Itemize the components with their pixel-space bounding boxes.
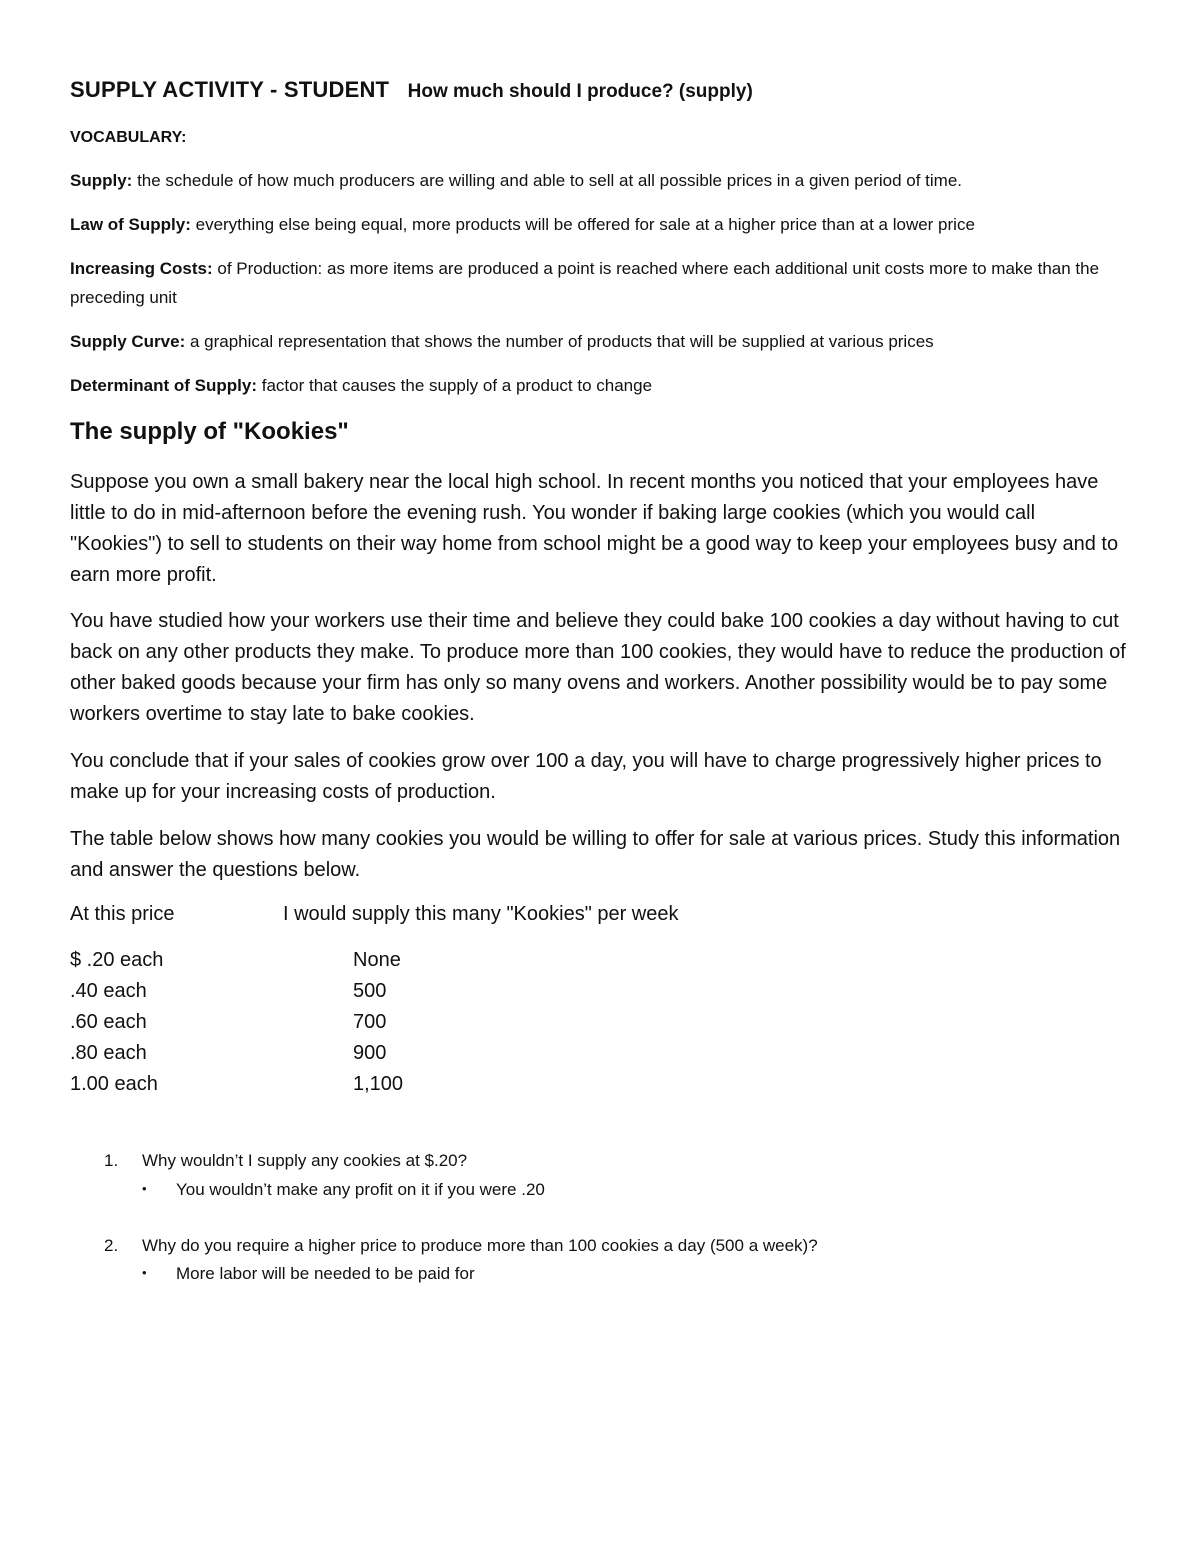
table-cell-quantity: 900 (353, 1042, 387, 1064)
table-row (70, 980, 670, 1011)
question-2 (104, 1236, 818, 1256)
vocab-definition: the schedule of how much producers are willing and able to sell at all possible prices in a given period of time. (132, 171, 963, 190)
question-number: 2. (104, 1236, 119, 1255)
vocab-definition: factor that causes the supply of a product to change (257, 376, 653, 395)
table-cell-price: .40 each (70, 980, 147, 1002)
vocab-term: Supply Curve: (70, 332, 186, 351)
vocab-item-supply (70, 166, 1130, 195)
vocab-item-determinant-of-supply (70, 371, 1130, 400)
bullet-icon: • (142, 1265, 147, 1280)
paragraph-table-intro: The table below shows how many cookies you would be willing to offer for sale at various prices. Study this information and answer the questions below. (70, 828, 1121, 881)
table-header-price: At this price (70, 903, 175, 925)
section-title: The supply of "Kookies" (70, 418, 349, 445)
table-row (70, 949, 670, 980)
table-row (70, 1011, 670, 1042)
question-text: Why wouldn’t I supply any cookies at $.20? (142, 1151, 468, 1170)
table-cell-quantity: 500 (353, 980, 387, 1002)
question-number: 1. (104, 1151, 119, 1170)
vocab-item-law-of-supply (70, 210, 1130, 239)
answer-text: You wouldn’t make any profit on it if you were .20 (176, 1180, 545, 1199)
vocab-term: Determinant of Supply: (70, 376, 258, 395)
paragraph-workers: You have studied how your workers use their time and believe they could bake 100 cookies a day without having to cut back on any other products they make. To produce more than 100 cookies, they would have to reduce the production of other baked goods because your firm has only so many ovens and workers. Another possibility would be to pay some workers overtime to stay late to bake cookies. (70, 610, 1126, 725)
table-header-quantity: I would supply this many "Kookies" per week (283, 903, 679, 925)
answer-2 (142, 1264, 475, 1284)
title-subtitle: How much should I produce? (supply) (407, 81, 753, 102)
paragraph-conclusion: You conclude that if your sales of cookies grow over 100 a day, you will have to charge progressively higher prices to make up for your increasing costs of production. (70, 750, 1102, 803)
table-row (70, 1042, 670, 1073)
answer-text: More labor will be needed to be paid for (176, 1264, 475, 1283)
vocabulary-heading: VOCABULARY: (70, 129, 187, 146)
table-row (70, 1073, 670, 1104)
vocab-term: Law of Supply: (70, 215, 191, 234)
vocab-term: Supply: (70, 171, 133, 190)
vocab-item-supply-curve (70, 327, 1130, 356)
question-text: Why do you require a higher price to produce more than 100 cookies a day (500 a week)? (142, 1236, 818, 1255)
answer-1 (142, 1180, 545, 1200)
table-cell-quantity: 1,100 (353, 1073, 404, 1095)
vocab-definition: of Production: as more items are produced a point is reached where each additional unit costs more to make than the preceding unit (70, 259, 1100, 307)
table-cell-price: .80 each (70, 1042, 147, 1064)
table-cell-price: $ .20 each (70, 949, 164, 971)
vocab-term: Increasing Costs: (70, 259, 213, 278)
table-cell-price: 1.00 each (70, 1073, 158, 1095)
table-cell-quantity: None (353, 949, 401, 971)
paragraph-intro: Suppose you own a small bakery near the local high school. In recent months you noticed that your employees have little to do in mid-afternoon before the evening rush. You wonder if baking large cookies (which you would call "Kookies") to sell to students on their way home from school might be a good way to keep your employees busy and to earn more profit. (70, 471, 1119, 586)
table-cell-price: .60 each (70, 1011, 147, 1033)
document-title (70, 77, 753, 103)
vocab-definition: a graphical representation that shows the number of products that will be supplied at various prices (185, 332, 934, 351)
table-cell-quantity: 700 (353, 1011, 387, 1033)
bullet-icon: • (142, 1181, 147, 1196)
vocab-item-increasing-costs (70, 254, 1130, 312)
question-1 (104, 1151, 467, 1171)
title-main: SUPPLY ACTIVITY - STUDENT (70, 77, 390, 102)
vocab-definition: everything else being equal, more products will be offered for sale at a higher price than at a lower price (190, 215, 975, 234)
